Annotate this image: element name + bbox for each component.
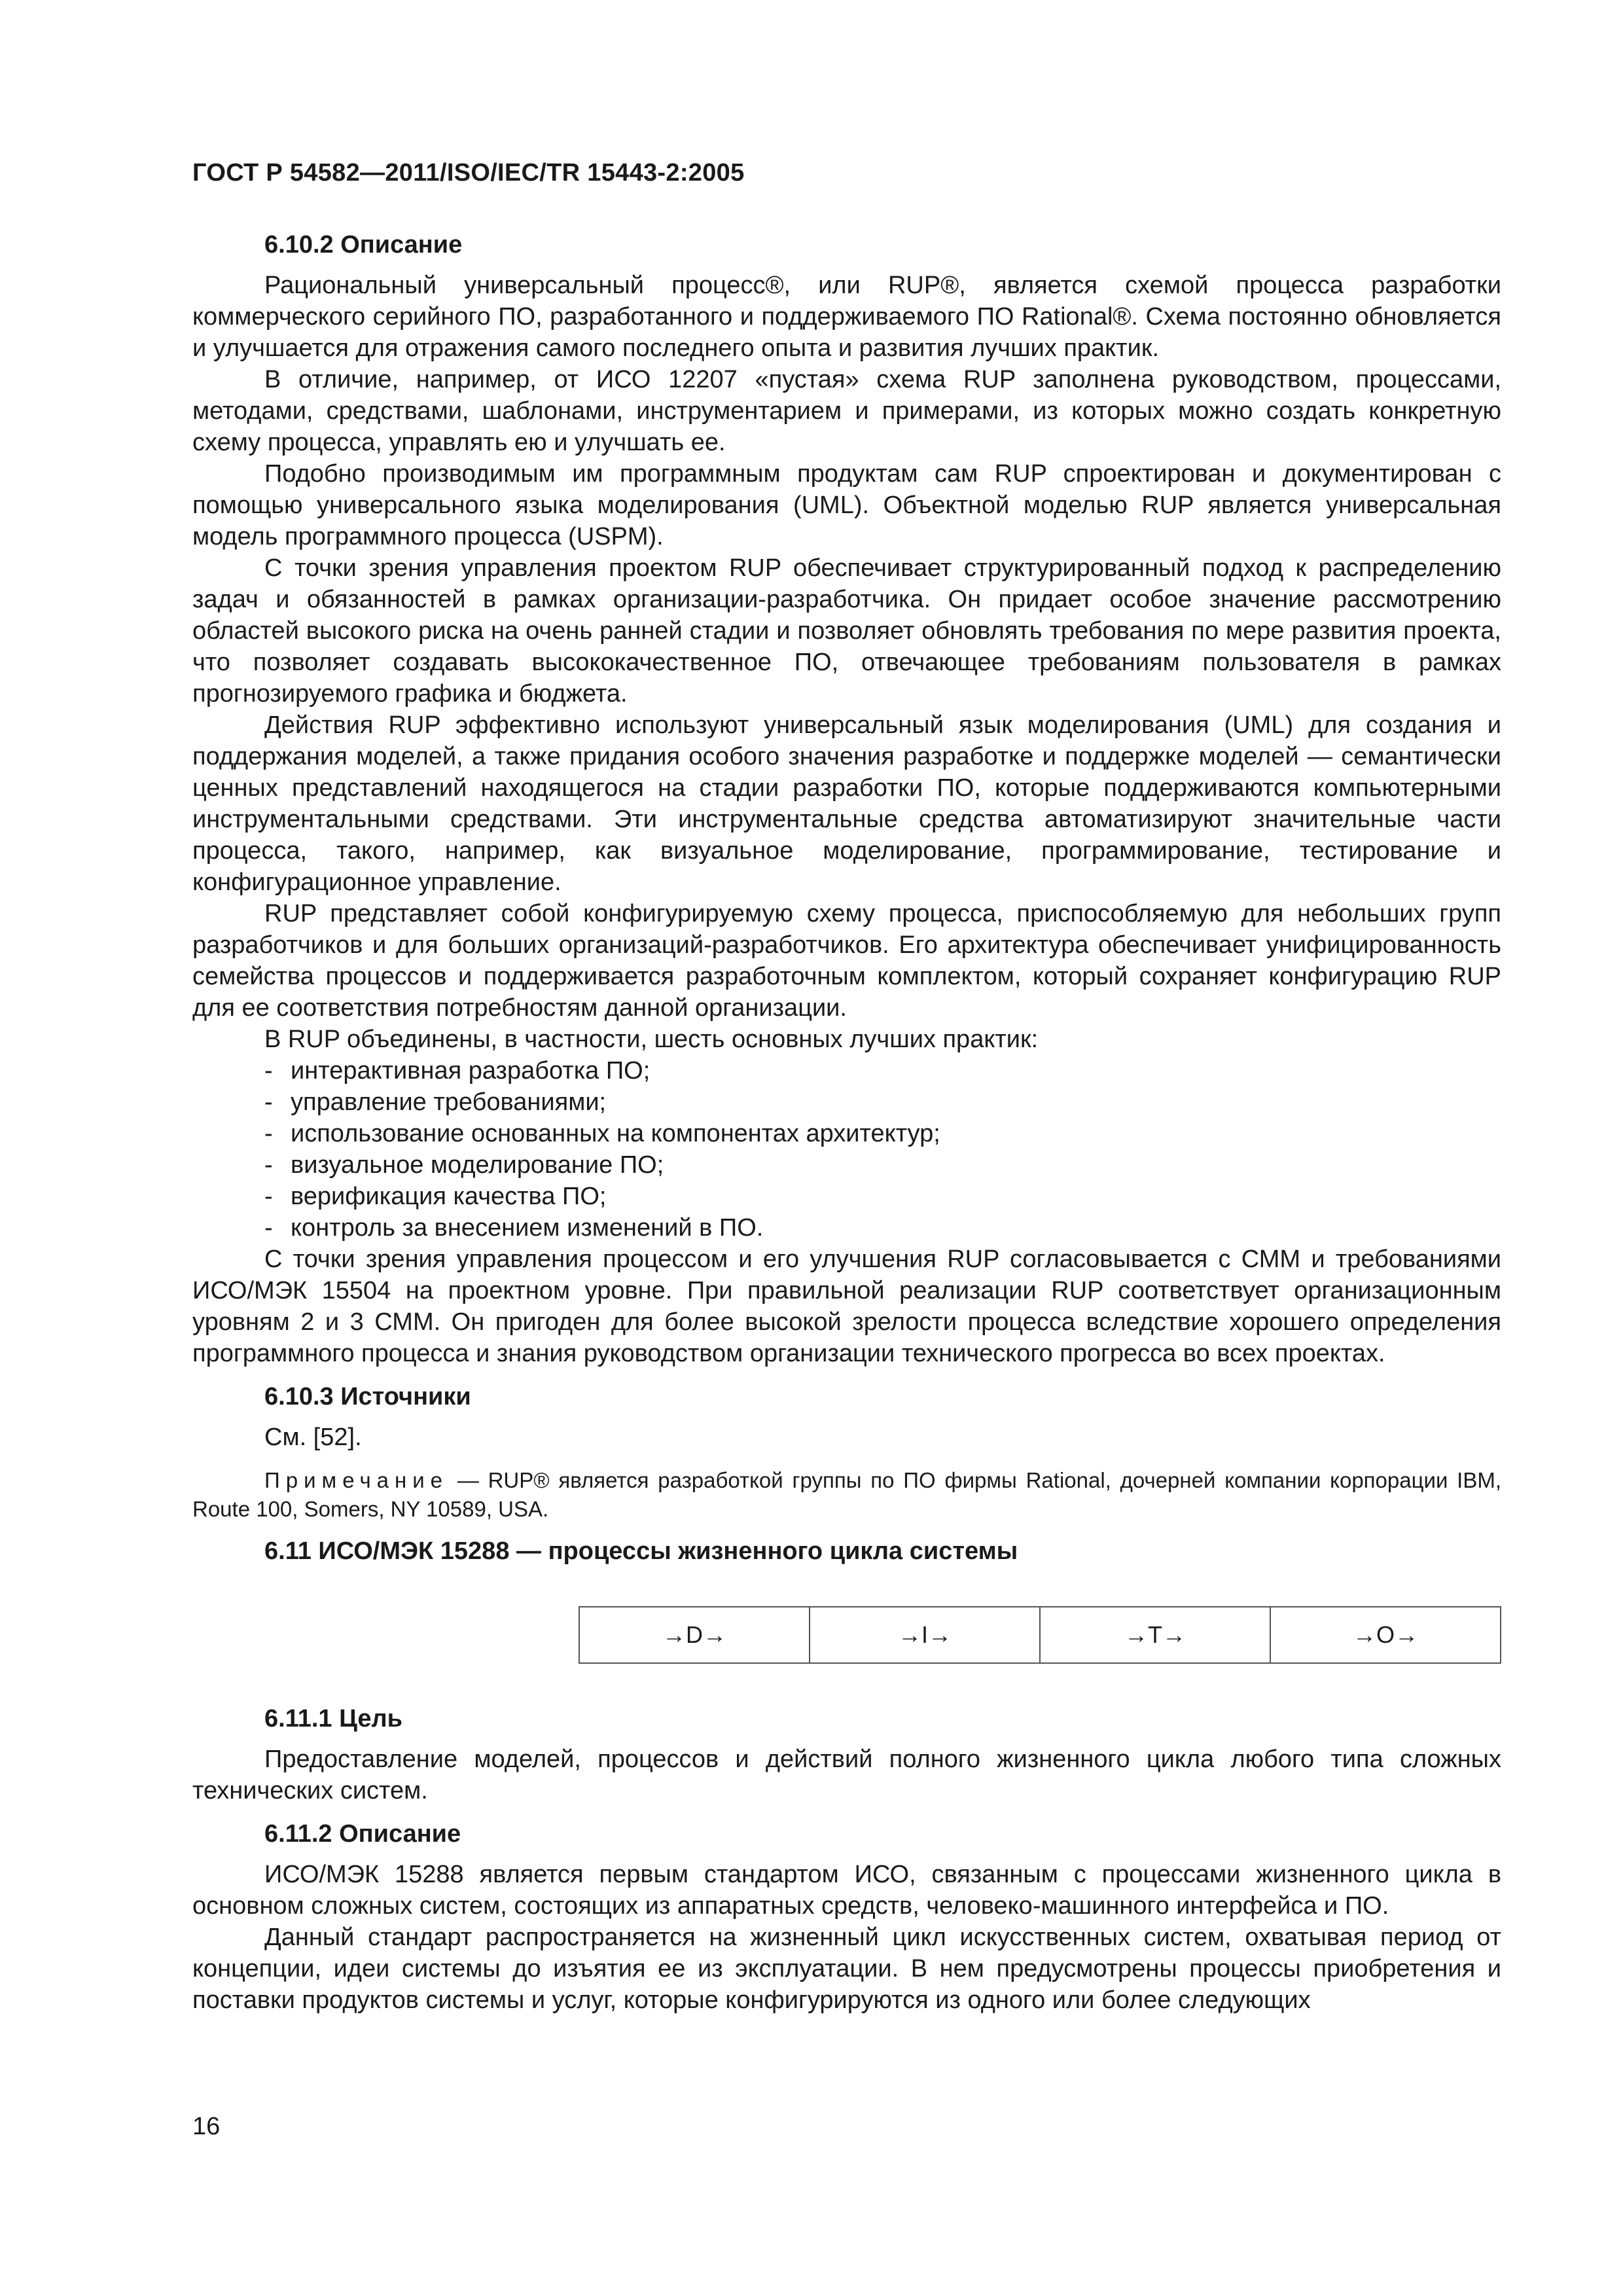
section-title-6-11-2: 6.11.2 Описание (264, 1820, 461, 1848)
paragraph: ИСО/МЭК 15288 является первым стандартом ИСО, связанным с процессами жизненного цикла в основном сложных систем, состоящих из аппаратных средств, человеко-машинного интерфейса и ПО. (192, 1861, 1501, 1920)
section-title-6-10-2: 6.10.2 Описание (264, 231, 463, 259)
list-item: - верификация качества ПО; (264, 1183, 607, 1210)
page-number: 16 (192, 2113, 221, 2140)
flow-cell-o: →O→ (1270, 1607, 1501, 1663)
page-content (192, 229, 1501, 2016)
note-lead: Примечание (264, 1468, 449, 1492)
list-item: - визуальное моделирование ПО; (264, 1151, 664, 1179)
paragraph: С точки зрения управления проектом RUP обеспечивает структурированный подход к распределению задач и обязанностей в рамках организации-разработчика. Он придает особое значение рассмотрению областей высокого риска на очень ранней стадии и позволяет обновлять требования по мере развития проекта, что позволяет создавать высококачественное ПО, отвечающее требованиям пользователя в рамках прогнозируемого графика и бюджета. (192, 554, 1501, 708)
flow-cell-i: →I→ (810, 1607, 1040, 1663)
paragraph: Предоставление моделей, процессов и действий полного жизненного цикла любого типа сложных технических систем. (192, 1746, 1501, 1804)
note (192, 1466, 1501, 1524)
paragraph: Подобно производимым им программным продуктам сам RUP спроектирован и документирован с помощью универсального языка моделирования (UML). Объектной моделью RUP является универсальная модель программного процесса (USPM). (192, 460, 1501, 550)
list-item: - использование основанных на компонентах архитектур; (264, 1120, 940, 1147)
paragraph: В отличие, например, от ИСО 12207 «пустая» схема RUP заполнена руководством, процессами, методами, средствами, шаблонами, инструментарием и примерами, из которых можно создать конкретную схему процесса, управлять ею и улучшать ее. (192, 366, 1501, 456)
lifecycle-flow-table (579, 1606, 1501, 1664)
paragraph: Действия RUP эффективно используют универсальный язык моделирования (UML) для создания и поддержания моделей, а также придания особого значения разработке и поддержке моделей — семантически ценных представлений находящегося на стадии разработки ПО, которые поддерживаются компьютерными инструментальными средствами. Эти инструментальные средства автоматизируют значительные части процесса, такого, например, как визуальное моделирование, программирование, тестирование и конфигурационное управление. (192, 711, 1501, 896)
best-practices-list (192, 1055, 1501, 1244)
section-title-6-10-3: 6.10.3 Источники (264, 1383, 471, 1410)
list-item: - управление требованиями; (264, 1088, 607, 1116)
flow-cell-t: →T→ (1040, 1607, 1270, 1663)
list-item: - интерактивная разработка ПО; (264, 1057, 651, 1085)
paragraph: В RUP объединены, в частности, шесть основных лучших практик: (264, 1026, 1039, 1053)
paragraph: См. [52]. (264, 1424, 362, 1451)
section-title-6-11-1: 6.11.1 Цель (264, 1705, 402, 1732)
list-item: - контроль за внесением изменений в ПО. (264, 1214, 764, 1242)
flow-cell-d: →D→ (579, 1607, 810, 1663)
paragraph: Данный стандарт распространяется на жизненный цикл искусственных систем, охватывая период от концепции, идеи системы до изъятия ее из эксплуатации. В нем предусмотрены процессы приобретения и поставки продуктов системы и услуг, которые конфигурируются из одного или более следующих (192, 1924, 1501, 2014)
document-header: ГОСТ Р 54582—2011/ISO/IEC/TR 15443-2:2005 (192, 159, 745, 187)
paragraph: RUP представляет собой конфигурируемую схему процесса, приспособляемую для небольших групп разработчиков и для больших организаций-разработчиков. Его архитектура обеспечивает унифицированность семейства процессов и поддерживается разработочным комплектом, который сохраняет конфигурацию RUP для ее соответствия потребностям данной организации. (192, 900, 1501, 1022)
section-title-6-11: 6.11 ИСО/МЭК 15288 — процессы жизненного цикла системы (264, 1537, 1018, 1565)
paragraph: С точки зрения управления процессом и его улучшения RUP согласовывается с СММ и требованиями ИСО/МЭК 15504 на проектном уровне. При правильной реализации RUP соответствует организационным уровням 2 и 3 СММ. Он пригоден для более высокой зрелости процесса вследствие хорошего определения программного процесса и знания руководством организации технического прогресса во всех проектах. (192, 1246, 1501, 1367)
paragraph: Рациональный универсальный процесс®, или RUP®, является схемой процесса разработки коммерческого серийного ПО, разработанного и поддерживаемого ПО Rational®. Схема постоянно обновляется и улучшается для отражения самого последнего опыта и развития лучших практик. (192, 272, 1501, 362)
note-text: — RUP® является разработкой группы по ПО фирмы Rational, дочерней компании корпорации IBM, Route 100, Somers, NY 10589, USA. (192, 1468, 1501, 1521)
